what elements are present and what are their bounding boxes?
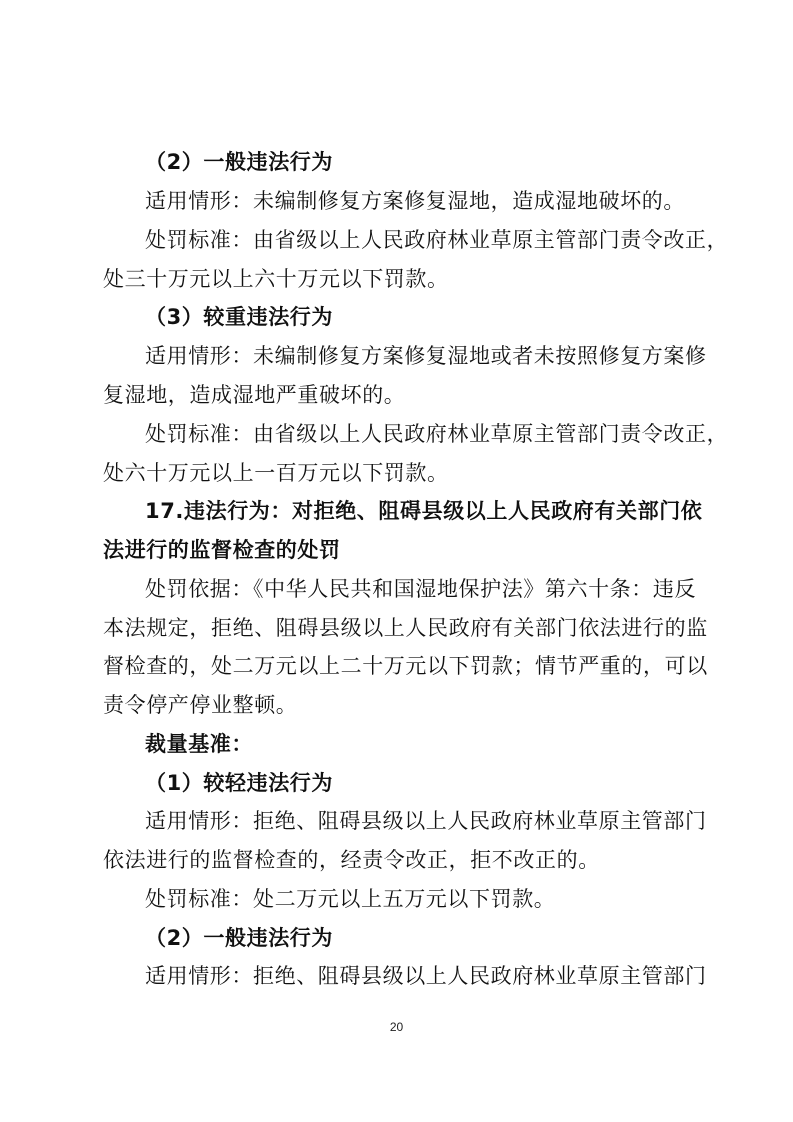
heading-general-violation: （2）一般违法行为 [145,150,334,174]
applicable-situation-line: 适用情形：拒绝、阻碍县级以上人民政府林业草原主管部门 [145,809,707,833]
section-heading-17-cont: 法进行的监督检查的处罚 [103,538,341,562]
penalty-basis-line-cont: 督检查的，处二万元以上二十万元以下罚款；情节严重的，可以 [103,654,708,678]
penalty-standard-line: 处罚标准：由省级以上人民政府林业草原主管部门责令改正， [145,422,729,446]
page-number: 20 [389,1020,404,1034]
penalty-basis-line: 处罚依据：《中华人民共和国湿地保护法》第六十条：违反 [145,577,697,601]
heading-serious-violation: （3）较重违法行为 [145,305,334,329]
heading-general-violation: （2）一般违法行为 [145,926,334,950]
applicable-situation-line: 适用情形：拒绝、阻碍县级以上人民政府林业草原主管部门 [145,964,707,988]
penalty-standard-line: 处罚标准：处二万元以上五万元以下罚款。 [145,887,556,911]
applicable-situation-line-cont: 依法进行的监督检查的，经责令改正，拒不改正的。 [103,848,600,872]
penalty-basis-line-cont: 本法规定，拒绝、阻碍县级以上人民政府有关部门依法进行的监 [103,616,708,640]
applicable-situation-line: 适用情形：未编制修复方案修复湿地，造成湿地破坏的。 [145,189,685,213]
applicable-situation-line: 适用情形：未编制修复方案修复湿地或者未按照修复方案修 [145,344,707,368]
section-heading-17: 17.违法行为：对拒绝、阻碍县级以上人民政府有关部门依 [145,499,703,523]
heading-discretion-standard: 裁量基准： [145,732,253,756]
applicable-situation-line-cont: 复湿地，造成湿地严重破坏的。 [103,383,406,407]
penalty-standard-line-cont: 处六十万元以上一百万元以下罚款。 [103,461,449,485]
penalty-standard-line-cont: 处三十万元以上六十万元以下罚款。 [103,267,449,291]
heading-minor-violation: （1）较轻违法行为 [145,771,334,795]
penalty-basis-line-cont: 责令停产停业整顿。 [103,693,298,717]
penalty-standard-line: 处罚标准：由省级以上人民政府林业草原主管部门责令改正， [145,228,729,252]
